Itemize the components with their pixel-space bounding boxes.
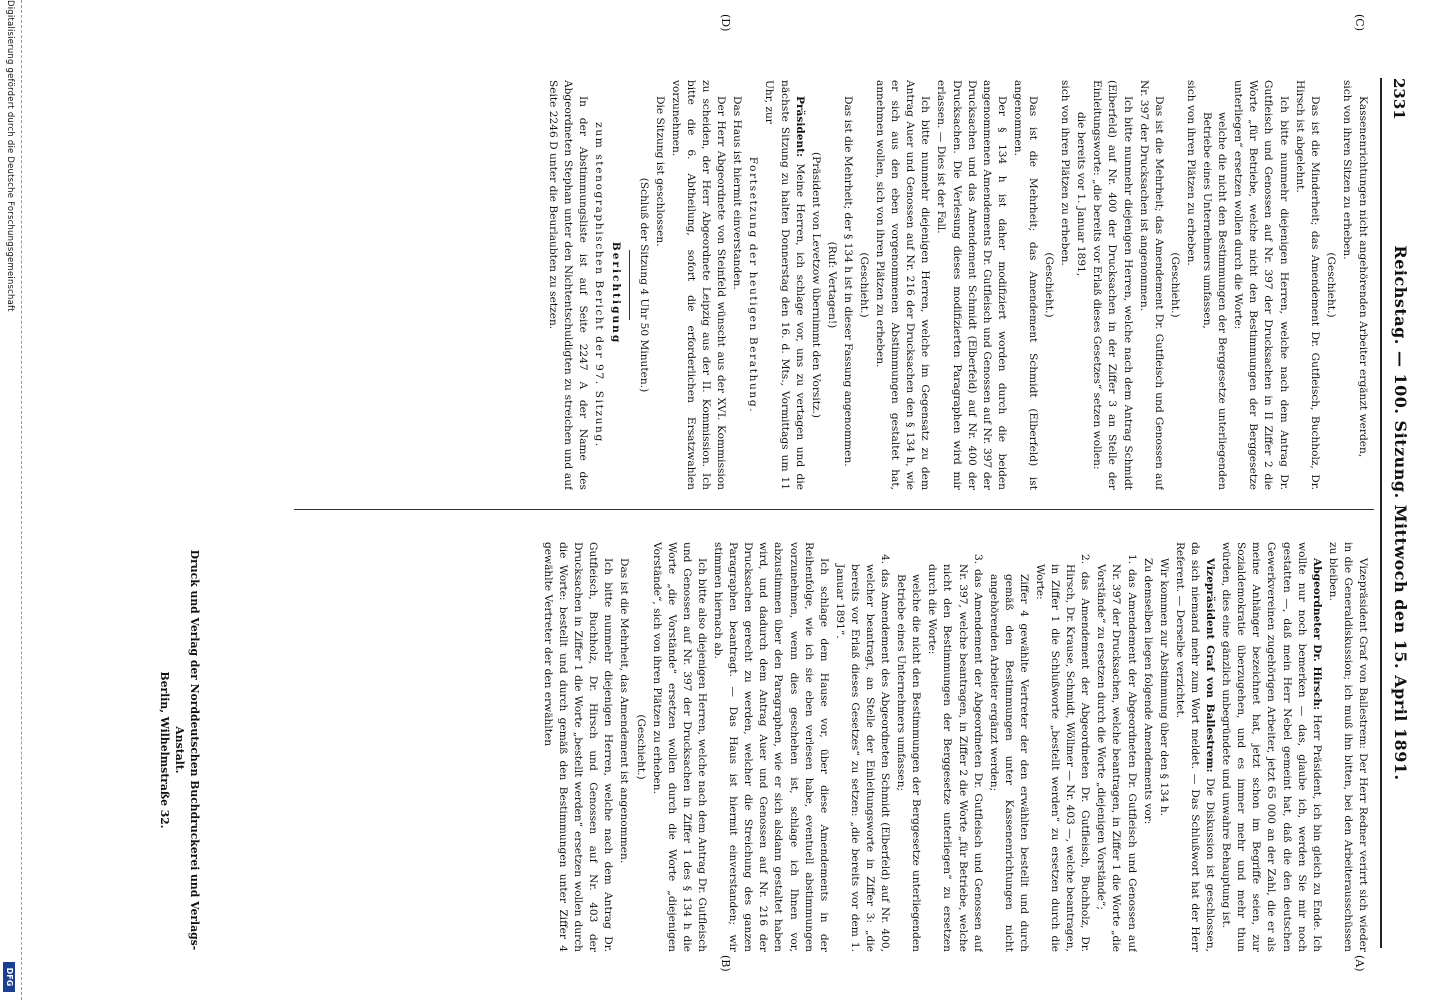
paragraph: sich von ihren Plätzen zu erheben. bbox=[1059, 80, 1072, 266]
margin-marker-c: (C) bbox=[1353, 14, 1366, 31]
digitization-footer bbox=[0, 0, 16, 1000]
section-rule bbox=[629, 250, 630, 320]
correction-title: Berichtigung bbox=[609, 241, 622, 345]
agenda-item: Fortsetzung der heutigen Berathung. bbox=[747, 156, 760, 414]
paragraph bbox=[1172, 542, 1217, 952]
imprint-line: Berlin, Wilhelmstraße 32. bbox=[158, 671, 171, 829]
paragraph: Das ist die Mehrheit; das Amendement Dr. Gutfleisch und Genossen auf Nr. 397 der Drucksachen ist angenommen. bbox=[1137, 80, 1165, 490]
quoted-text: die bereits vor 1. Januar 1891, bbox=[1075, 112, 1088, 277]
paragraph: Das ist die Minderheit; das Amendement Dr. Gutfleisch, Buchholz, Dr. Hirsch ist abgelehnt. bbox=[1293, 80, 1321, 490]
paragraph: Ich schlage dem Hause vor, über diese Amendements in der Reihenfolge, wie ich sie eben verlesen habe, eventuell abstimmungen vorzunehmen, wenn dies geschehen ist, schlage ich Ihnen vor, abzustimmen über den Paragraphen, wie er sich alsdann gestaltet haben wird, und dadurch dem Antrag Auer und Genossen auf Nr. 216 der Drucksachen gerecht zu werden, welcher die Streichung des ganzen Paragraphen beantragt. — Das Haus ist hiermit einverstanden; wir stimmen hiernach ab. bbox=[712, 542, 830, 952]
text-column-1 bbox=[290, 80, 1370, 490]
column-divider bbox=[294, 509, 1374, 510]
amendment-item: 2. das Amendement der Abgeordneten Dr. Gutfleisch, Buchholz, Dr. Hirsch, Dr. Krause, Schmidt, Wöllmer — Nr. 403 —, welche beantragen, in Ziffer 1 die Schlußworte „bestellt werden“ zu ersetzen durch die Worte: bbox=[1034, 554, 1092, 952]
funding-note: Digitalisierung gefördert durch die Deutsche Forschungsgemeinschaft bbox=[5, 0, 15, 312]
paragraph: sich von ihren Sitzen zu erheben. bbox=[1340, 80, 1353, 260]
stage-direction: (Geschieht.) bbox=[858, 252, 870, 318]
paragraph: Ich bitte nunmehr diejenigen Herren, welche nach dem Antrag Schmidt (Elberfeld) auf Nr. 400 der Drucksachen in der Ziffer 3 an Stelle der Einleitungsworte: „die bereits vor Erlaß dieses Gesetzes“ setzen wollen: bbox=[1091, 80, 1134, 490]
paragraph: Wir kommen zur Abstimmung über den § 134 h. bbox=[1157, 558, 1170, 817]
stage-direction: (Geschieht.) bbox=[1043, 252, 1056, 318]
paragraph: Ich bitte nunmehr diejenigen Herren, welche nach dem Antrag Dr. Gutfleisch und Genossen auf Nr. 397 der Drucksachen in II Ziffer 2 die Worte „für Betriebe, welche nicht den Bestimmungen der Berggesetze unterliegen“ ersetzen wollen durch die Worte: bbox=[1232, 80, 1290, 490]
stage-direction: (Geschieht.) bbox=[1168, 252, 1181, 318]
paragraph: Das ist die Mehrheit; der § 134 h ist in dieser Fassung angenommen. bbox=[841, 96, 854, 467]
paragraph bbox=[1325, 542, 1370, 952]
paragraph: Kassenenrichtungen nicht angehörenden Arbeiter ergänzt werden, bbox=[1357, 96, 1369, 458]
speaker-name: Vizepräsident Graf von Ballestrem: bbox=[1204, 558, 1217, 773]
speech-text: Vizepräsident Graf von Ballestrem: Der Herr Redner verirrt sich wieder in die Generaldiskussion; ich muß ihn bitten, bei den Arbeiterausschüssen zu bleiben. bbox=[1326, 542, 1369, 952]
paragraph: Das ist die Mehrheit; das Amendement Schmidt (Elberfeld) ist angenommen. bbox=[1011, 80, 1040, 490]
paragraph bbox=[1218, 542, 1324, 952]
paragraph: Ich bitte nunmehr diejenigen Herren, welche im Gegensatz zu dem Antrag Auer und Genossen auf Nr. 216 der Drucksachen den § 134 h, wie er sich aus den eben vorgenommenen Abstimmungen gestaltet hat, annehmen wollen, sich von ihren Plätzen zu erheben. bbox=[874, 80, 932, 490]
speaker-name: Abgeordneter Dr. Hirsch: bbox=[1310, 558, 1323, 711]
paragraph: Ich bitte nunmehr diejenigen Herren, welche nach dem Antrag Dr. Gutfleisch, Buchholz, Dr. Hirsch und Genossen auf Nr. 403 der Drucksachen in Ziffer 1 die Worte „bestellt werden“ ersetzen wollen durch die Worte: bestellt und durch gemäß den Bestimmungen unter Ziffer 4 gewählte Vertreter der den erwählten bbox=[542, 542, 615, 952]
stage-direction: (Ruf: Vertagen!) bbox=[825, 241, 838, 329]
stage-direction: (Präsident von Levetzow übernimmt den Vorsitz.) bbox=[809, 151, 822, 419]
quoted-text: welche die nicht den Bestimmungen der Berggesetze unterliegenden Betriebe eines Unternehmers umfassen; bbox=[895, 574, 923, 952]
paragraph: Ich bitte also diejenigen Herren, welche nach dem Antrag Dr. Gutfleisch und Genossen auf Nr. 397 der Drucksachen in Ziffer 1 des § 134 h die Worte „die Vorstände“ ersetzen wollen durch die Worte „diejenigen Vorstände“, sich von ihren Plätzen zu erheben. bbox=[650, 542, 708, 952]
quoted-text: Ziffer 4 gewählte Vertreter der den erwählten bestellt und durch gemäß den Bestimmungen unter Kassenenrichtungen nicht angehörenden Arbeiter ergänzt werden; bbox=[987, 574, 1030, 952]
margin-marker-d: (D) bbox=[719, 14, 732, 32]
imprint-line: Druck und Verlag der Norddeutschen Buchdruckerei und Verlags-Anstalt. bbox=[173, 549, 201, 951]
paragraph: Das ist die Mehrheit, das Amendement ist angenommen. bbox=[618, 558, 631, 864]
speaker-name: Präsident: bbox=[793, 96, 806, 158]
stage-direction: (Schluß der Sitzung 4 Uhr 50 Minuten.) bbox=[637, 177, 650, 393]
quoted-text: welche die nicht den Bestimmungen der Berggesetze unterliegenden Betriebe eines Unternehmers umfassen, bbox=[1201, 112, 1229, 490]
correction-subtitle: zum stenographischen Bericht der 97. Sitzung. bbox=[593, 122, 606, 448]
paragraph: Der Herr Abgeordnete von Steinfeld wünscht aus der XVI. Kommission zu scheiden, der Herr Abgeordnete Leipzig aus der II. Kommission. Ich bitte die 6. Abtheilung, sofort die erforderlichen Ersatzwahlen vorzunehmen. bbox=[669, 80, 728, 490]
paragraph: Zu demselben liegen folgende Amendements vor: bbox=[1141, 558, 1154, 825]
paragraph: Der § 134 h ist daher modifiziert worden durch die beiden angenommenen Amendements Dr. Gutfleisch und Genossen auf Nr. 397 der Drucksachen und das Amendement Schmidt (Elberfeld) auf Nr. 400 der Drucksachen. Die Verlesung dieses modifizierten Paragraphen wird mir erlassen. — Dies ist der Fall. bbox=[935, 80, 1008, 490]
paragraph: Das Haus ist hiermit einverstanden. bbox=[731, 96, 744, 290]
text-column-2 bbox=[70, 542, 1370, 952]
margin-marker-b: (B) bbox=[719, 955, 732, 972]
header-rule bbox=[1380, 78, 1382, 948]
paragraph bbox=[761, 80, 806, 490]
speech-text: Die Diskussion ist geschlossen, da sich niemand mehr zum Wort meldet. — Das Schlußwort hat der Herr Referent. — Derselbe verzichtet. bbox=[1173, 542, 1217, 952]
amendment-item: 4. das Amendement des Abgeordneten Schmidt (Elberfeld) auf Nr. 400, welcher beantragt, an Stelle der Einleitungsworte in Ziffer 3: „die bereits vor Erlaß dieses Gesetzes“ zu setzen: „die bereits vor dem 1. Januar 1891“. bbox=[833, 554, 892, 952]
printer-imprint bbox=[157, 545, 202, 955]
dfg-logo-icon: DFG bbox=[3, 962, 15, 992]
page-header bbox=[1386, 78, 1412, 948]
amendment-item: 3. das Amendement der Abgeordneten Dr. Gutfleisch und Genossen auf Nr. 397, welche beantragen, in Ziffer 2 die Worte „für Betriebe, welche nicht den Bestimmungen der Berggesetze unterliegen“ zu ersetzen durch die Worte: bbox=[926, 554, 984, 952]
page-number: 2331 bbox=[1390, 78, 1408, 120]
stage-direction: (Geschieht.) bbox=[1324, 252, 1337, 318]
paragraph: Die Sitzung ist geschlossen. bbox=[653, 96, 666, 247]
stage-direction: (Geschieht.) bbox=[634, 714, 647, 780]
speech-text: Herr Präsident, ich bin gleich zu Ende. Ich wollte nur noch bemerken — das, glaube ich, werden Sie mir noch gestatten —, daß mein Herr Nebel gemeint hat, daß die den deutschen Gewerkvereinen zugehörigen Arbeiter, jetzt 65 000 an der Zahl, die er als meine Anhänger bezeichnet hat, jetzt schon im Begriffe seien, zur Sozialdemokratie überzugehen, und es immer mehr und mehr thun würden, dies eine gänzlich unbegründete und unwahre Behauptung ist. bbox=[1220, 542, 1323, 952]
margin-marker-a: (A) bbox=[1353, 955, 1366, 972]
speech-text: Meine Herren, ich schlage vor, uns zu vertagen und die nächste Sitzung zu halten Donnerstag den 16. d. Mts., Vormittags um 11 Uhr, zur bbox=[763, 80, 806, 490]
paragraph: sich von ihren Plätzen zu erheben. bbox=[1184, 80, 1197, 266]
running-title: Reichstag. — 100. Sitzung. Mittwoch den 15. April 1891. bbox=[1391, 245, 1410, 781]
scan-edge-rule bbox=[21, 0, 22, 1000]
amendment-item: 1. das Amendement der Abgeordneten Dr. Gutfleisch und Genossen auf Nr. 397 der Drucksachen, welche beantragen, in Ziffer 1 die Worte „die Vorstände“ zu ersetzen durch die Worte „diejenigen Vorstände“; bbox=[1095, 554, 1138, 952]
paragraph: In der Abstimmungsliste ist auf Seite 2247 A der Name des Abgeordneten Stephan unter den Nichtentschuldigten zu streichen und auf Seite 2246 D unter die Beurlaubten zu setzen. bbox=[547, 80, 590, 490]
